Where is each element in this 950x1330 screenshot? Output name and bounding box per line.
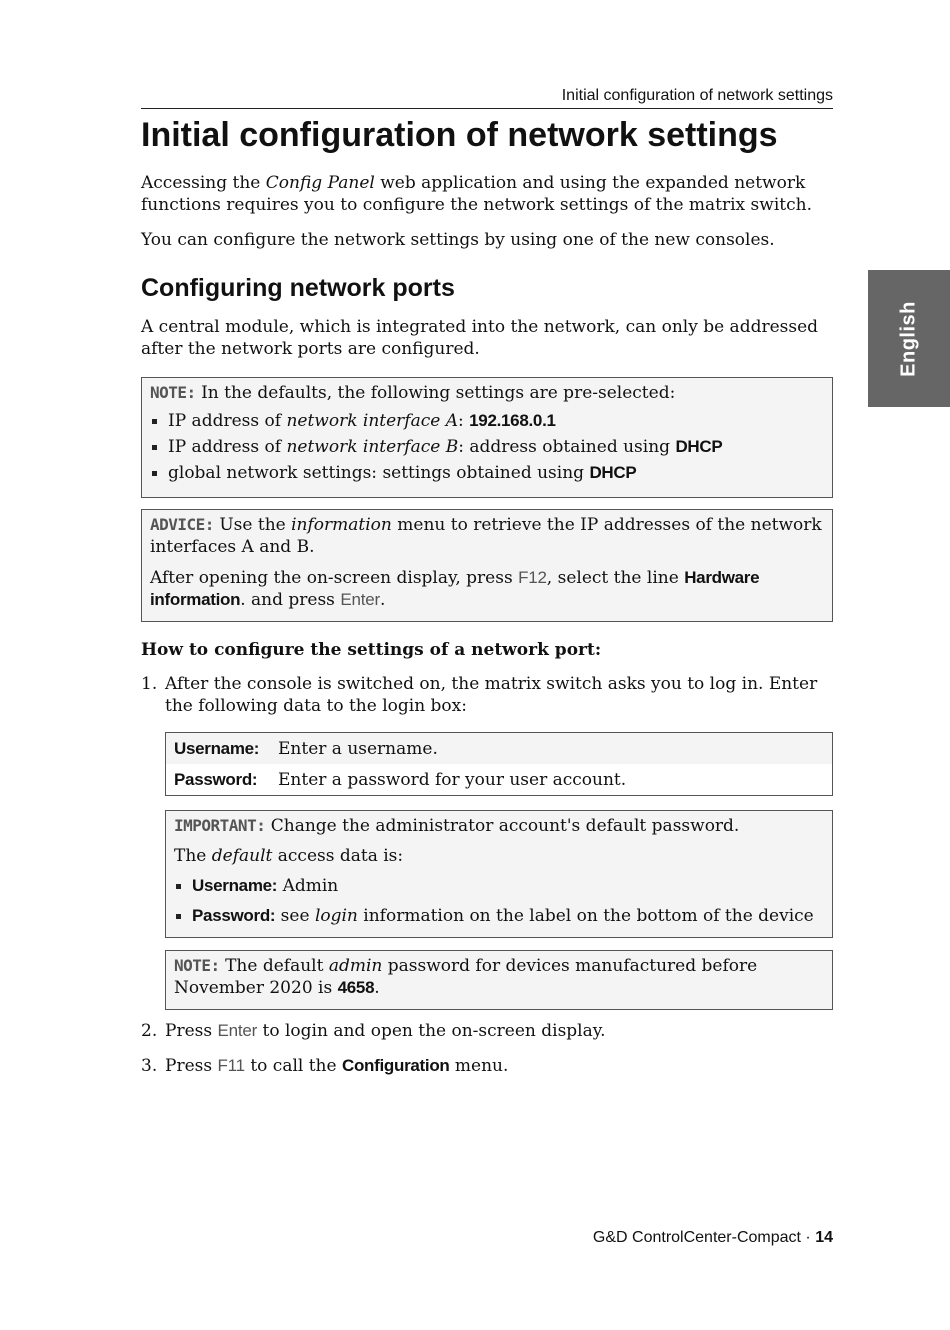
step-text [165,1020,833,1042]
information-menu-term: information [291,515,392,535]
username-key: Username: [174,738,260,758]
advice-text: Use the [213,515,292,535]
table-cell-key [166,764,271,796]
password-value: 4658 [337,978,375,997]
page-number: 14 [815,1229,833,1246]
step-number: 3. [141,1056,158,1076]
advice-line-1 [150,514,824,558]
step-2 [141,1020,833,1042]
note-text: In the defaults, the following settings are pre-selected: [195,383,676,403]
config-panel-term: Config Panel [265,173,375,193]
note-label: NOTE: [150,383,196,402]
page-title: Initial configuration of network settings [141,116,778,154]
step-1 [141,673,833,717]
note-text: The default [219,956,329,976]
advice-line-2 [150,567,824,611]
list-item-text: global network settings: settings obtained using [168,463,590,483]
login-data-table [165,732,833,796]
defaults-list [150,410,824,484]
important-line-2 [174,845,824,867]
step-text-part: to login and open the on-screen display. [257,1021,606,1041]
default-access-list [174,875,824,927]
dhcp-value: DHCP [675,437,723,456]
key-enter: Enter [217,1021,258,1040]
step-text-part: to call the [244,1056,342,1076]
note-text: password for devices manufactured before November 2020 is [174,956,758,998]
step-text: After the console is switched on, the matrix switch asks you to log in. Enter the following data to the login box: [165,674,818,716]
list-item [174,905,824,927]
advice-text: . and press [240,590,341,610]
table-cell-value: Enter a password for your user account. [278,769,627,790]
default-term: default [211,846,273,866]
list-item-text: see [275,906,315,926]
list-item-text: : [458,411,470,431]
list-item [150,462,824,484]
important-text: Change the administrator account's default password. [265,816,740,836]
note-box-defaults [141,377,833,498]
important-text: access data is: [272,846,404,866]
step-number: 1. [141,674,158,694]
note-text: . [374,978,380,998]
page-footer [141,1229,833,1247]
intro-text: Accessing the [141,173,266,193]
key-enter: Enter [340,590,380,609]
advice-label: ADVICE: [150,515,214,534]
important-line [174,815,824,837]
important-text: The [174,846,212,866]
step-3 [141,1055,833,1077]
key-f11: F11 [217,1056,245,1075]
list-item-text: : address obtained using [458,437,676,457]
list-item-text: IP address of [168,437,287,457]
table-row [166,764,833,796]
list-item [150,436,824,458]
note-line [174,955,824,999]
note-label: NOTE: [174,956,220,975]
list-item [150,410,824,432]
hardware-information-line: Hardware information [150,568,760,609]
important-label: IMPORTANT: [174,816,266,835]
table-cell-key [166,733,271,765]
section-heading: Configuring network ports [141,274,455,302]
note-box-admin-password [165,950,833,1010]
username-value: Admin [277,876,339,896]
table-cell-value: Enter a username. [270,733,833,765]
key-f12: F12 [518,568,547,587]
ip-address-value: 192.168.0.1 [469,411,556,430]
step-number: 2. [141,1021,158,1041]
advice-text: . [379,590,386,610]
intro-paragraph-2: You can configure the network settings by using one of the new consoles. [141,230,775,250]
login-term: login [314,906,358,926]
note-line [150,382,824,404]
admin-term: admin [328,956,383,976]
configuration-menu-term: Configuration [341,1056,450,1075]
password-key: Password: [192,906,276,925]
step-text-part: Press [165,1021,218,1041]
username-key: Username: [192,876,278,895]
important-box [165,810,833,938]
language-tab [868,270,950,407]
list-item-text: IP address of [168,411,287,431]
list-item [174,875,824,897]
step-text [165,1055,833,1077]
advice-text: , select the line [546,568,685,588]
footer-text: G&D ControlCenter-Compact · [592,1229,816,1246]
table-row [166,733,833,765]
password-key: Password: [174,769,258,789]
step-text-part: Press [165,1056,218,1076]
intro-paragraph-1 [141,172,833,216]
running-head: Initial configuration of network settings [141,87,833,109]
advice-text: After opening the on-screen display, press [150,568,519,588]
section-paragraph: A central module, which is integrated into the network, can only be addressed after the network ports are configured. [141,317,819,359]
interface-term: network interface A [286,411,458,431]
howto-heading: How to configure the settings of a network port: [141,640,602,660]
dhcp-value: DHCP [589,463,637,482]
list-item-text: information on the label on the bottom of the device [357,906,814,926]
step-text-part: menu. [449,1056,509,1076]
interface-term: network interface B [286,437,459,457]
advice-text-cont: menu to retrieve the IP addresses of the network interfaces A and B. [150,515,822,557]
intro-text-cont: web application and using the expanded network functions requires you to configure the network settings of the matrix switch. [141,173,812,215]
advice-box [141,509,833,622]
language-tab-label: English [897,300,920,377]
